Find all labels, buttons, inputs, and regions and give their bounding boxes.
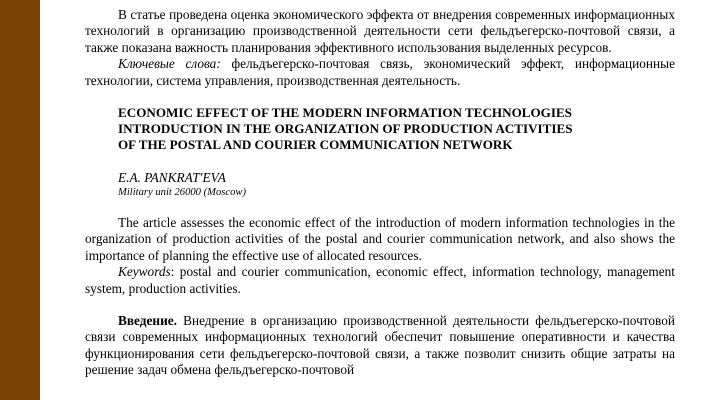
title-line-3: OF THE POSTAL AND COURIER COMMUNICATION NETWORK (118, 137, 513, 153)
author-affiliation: Military unit 26000 (Moscow) (118, 187, 246, 199)
introduction-paragraph (85, 313, 675, 379)
ru-abstract: В статье проведена оценка экономического эффекта от внедрения современных информационных технологий в организацию производственной деятельности сети фельдъегерско-почтовой связи, а также показана важность планирования эффективного использования выделенных ресурсов. (85, 7, 675, 55)
left-margin-bar (0, 0, 40, 400)
introduction-text: Внедрение в организацию производственной деятельности фельдъегерско-почтовой связи современных информационных технологий обеспечит повышение оперативности и качества функционирования сети фельдъегерско-почтовой связи, а также позволит снизить общие затраты на решение задач обмена фельдъегерско-почтовой (85, 313, 675, 378)
english-title (85, 105, 675, 154)
en-keywords-text: : postal and courier communication, economic effect, information technology, management system, production activities. (85, 264, 675, 296)
en-keywords-label: Keywords (118, 264, 171, 280)
en-keywords (85, 264, 675, 297)
en-abstract: The article assesses the economic effect of the introduction of modern information technologies in the organization of production activities of the postal and courier communication network, and also shows the importance of planning the effective use of allocated resources. (85, 215, 675, 263)
document-page (85, 0, 675, 379)
ru-keywords (85, 56, 675, 89)
author-name: E.A. PANKRAT'EVA (118, 169, 226, 185)
title-line-1: ECONOMIC EFFECT OF THE MODERN INFORMATION TECHNOLOGIES (118, 105, 572, 121)
ru-keywords-text: фельдъегерско-почтовая связь, экономический эффект, информационные технологии, система управления, производственная деятельность. (85, 56, 675, 88)
title-line-2: INTRODUCTION IN THE ORGANIZATION OF PRODUCTION ACTIVITIES (118, 121, 573, 137)
introduction-heading: Введение. (118, 313, 177, 329)
ru-keywords-label: Ключевые слова: (118, 56, 221, 72)
